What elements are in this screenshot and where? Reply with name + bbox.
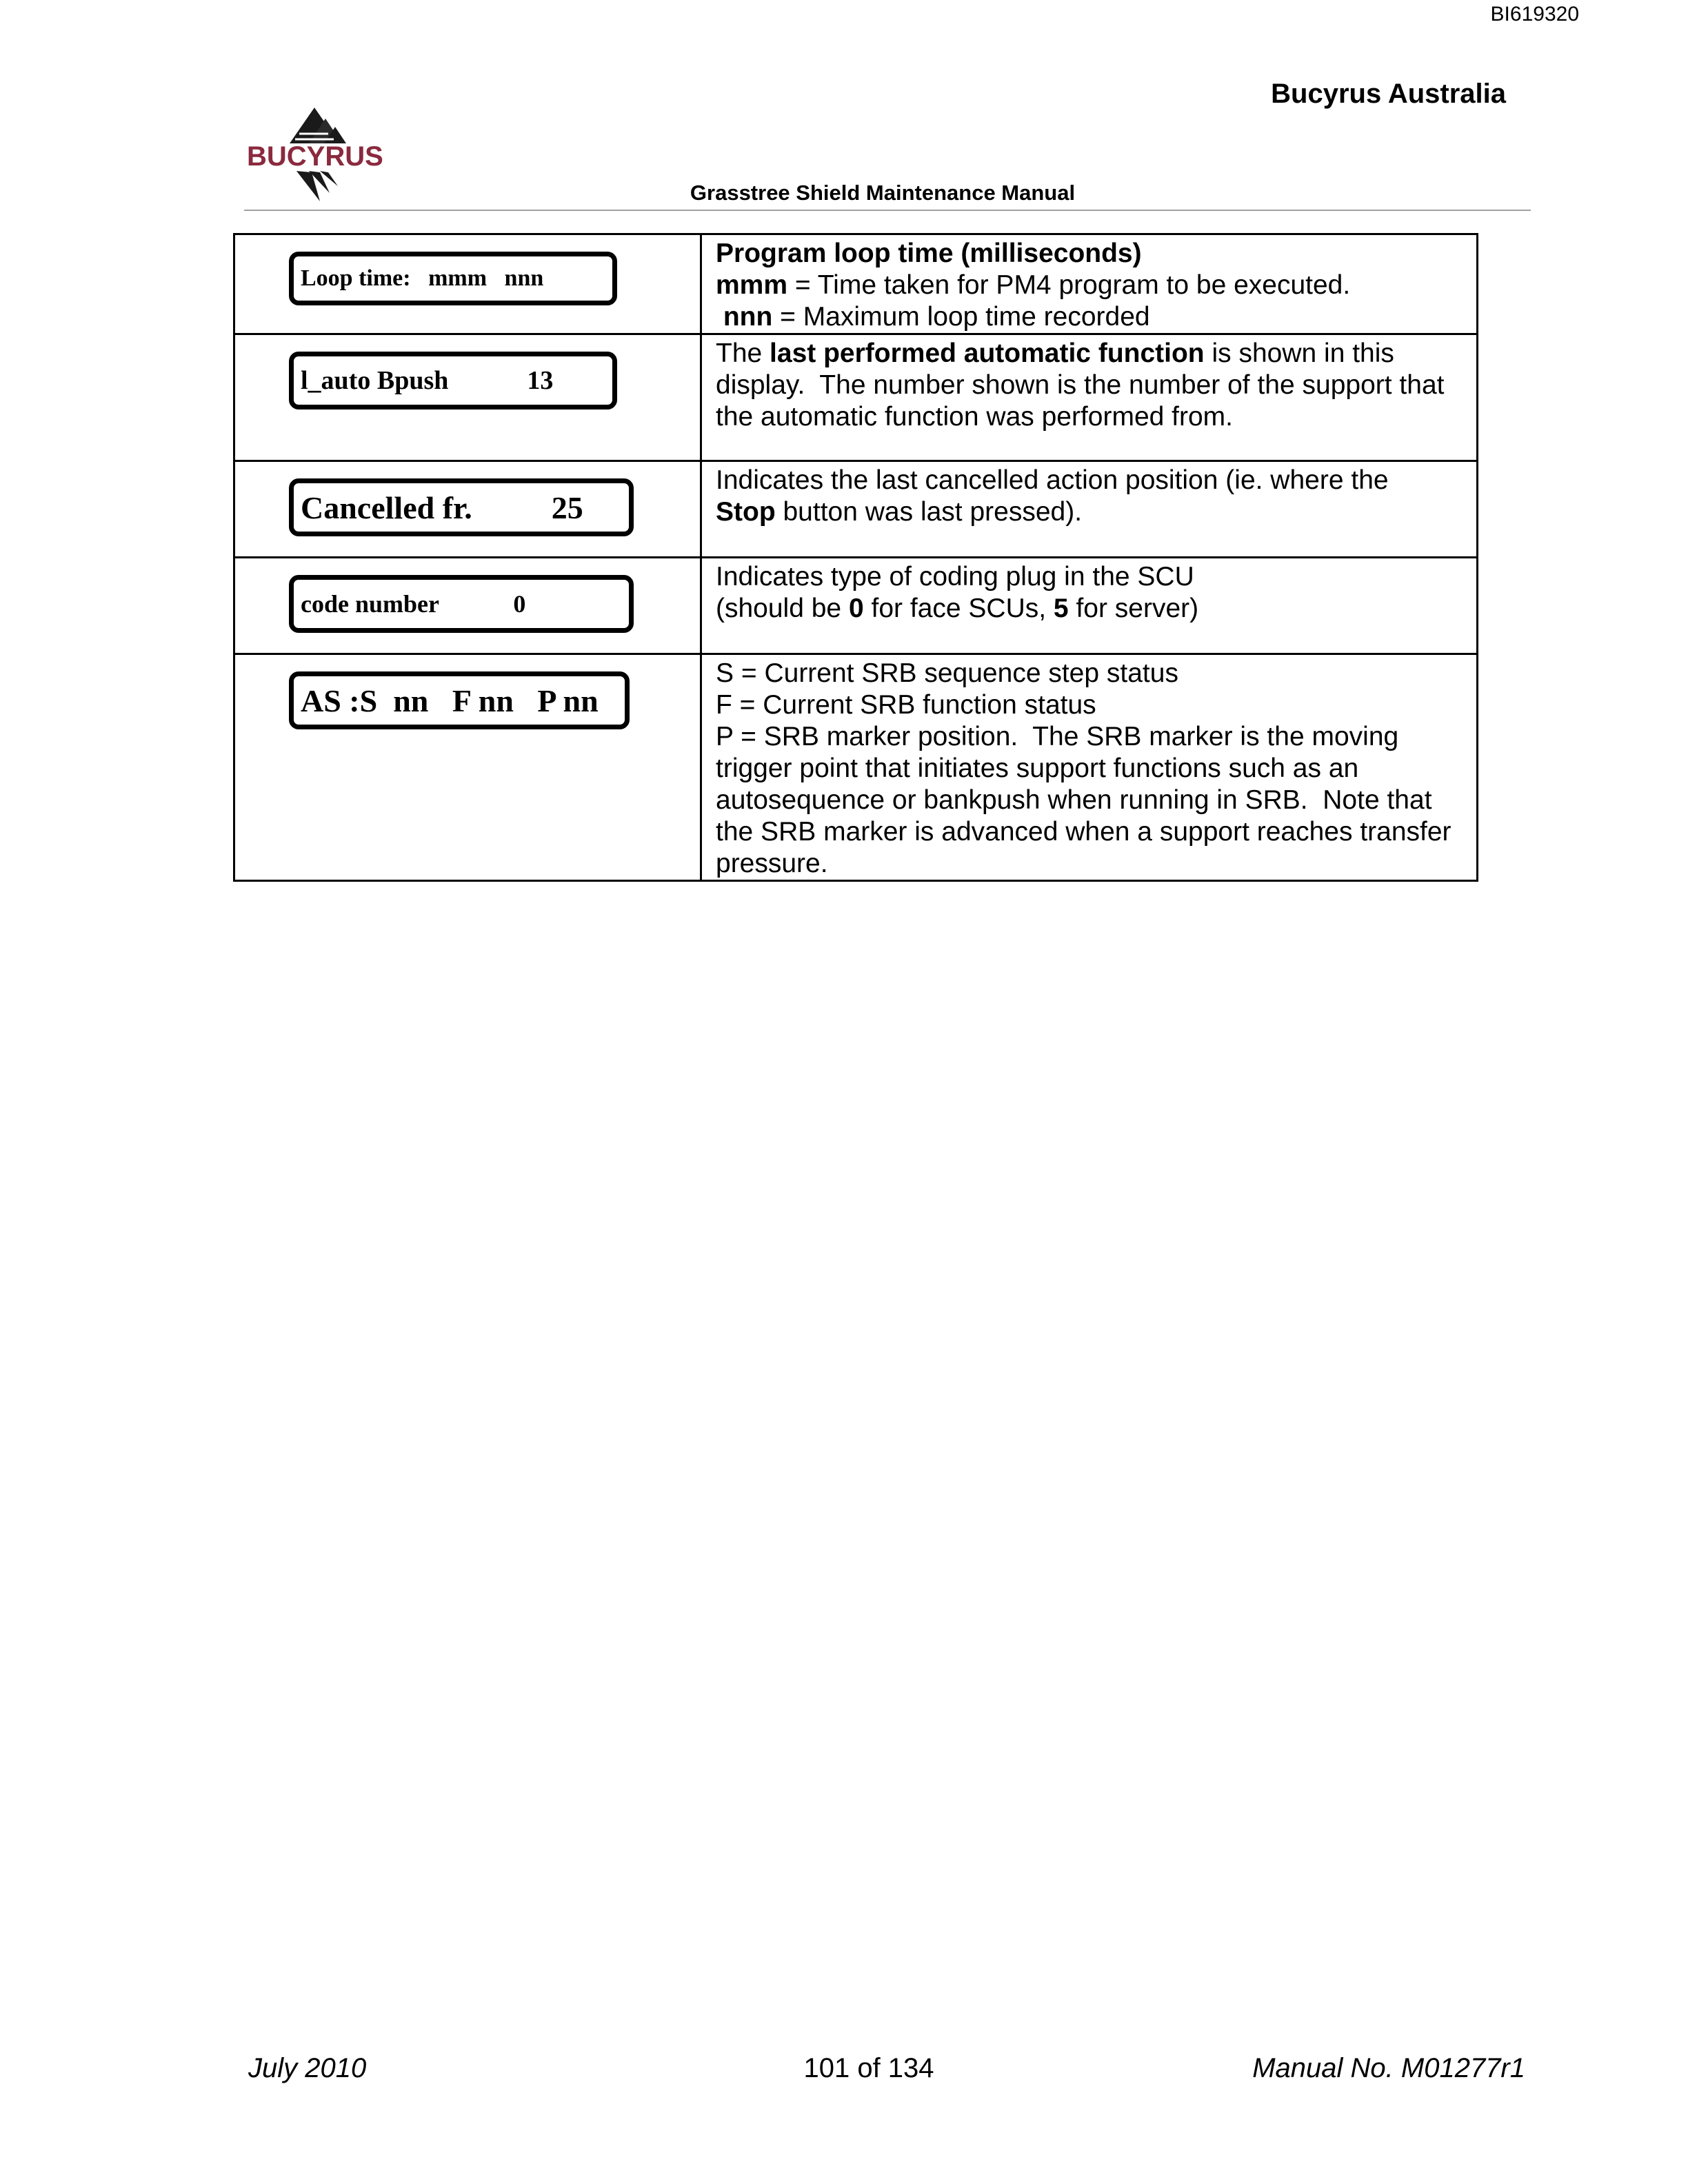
table-row — [234, 461, 1478, 558]
description-line — [716, 338, 1463, 370]
text-segment: the SRB marker is advanced when a support reaches transfer — [716, 817, 1451, 847]
display-cell — [234, 654, 701, 881]
logo-text: BUCYRUS — [247, 141, 383, 172]
description-line — [716, 301, 1463, 333]
description-cell — [701, 558, 1478, 654]
table-row — [234, 654, 1478, 881]
description-line — [716, 593, 1463, 625]
table-row — [234, 334, 1478, 461]
footer-date: July 2010 — [248, 2053, 367, 2083]
display-cell — [234, 334, 701, 461]
description-line — [716, 816, 1463, 848]
text-segment: the automatic function was performed from. — [716, 402, 1234, 432]
display-cell — [234, 234, 701, 334]
footer-manual-number: Manual No. M01277r1 — [1252, 2053, 1525, 2083]
table-row — [234, 234, 1478, 334]
description-cell — [701, 461, 1478, 558]
bold-text: last performed automatic function — [770, 338, 1205, 368]
display-cell — [234, 461, 701, 558]
bold-text: 0 — [848, 594, 864, 623]
manual-title: Grasstree Shield Maintenance Manual — [690, 181, 1076, 205]
bold-text: Program loop time (milliseconds) — [716, 239, 1142, 268]
lcd-display-readout: Loop time: mmm nnn — [289, 252, 617, 305]
text-segment: display. The number shown is the number of the support that — [716, 370, 1445, 400]
text-segment: pressure. — [716, 849, 828, 878]
bold-text: nnn — [716, 302, 773, 332]
bucyrus-logo — [243, 103, 401, 207]
document-id: BI619320 — [1490, 3, 1579, 26]
text-segment: (should be — [716, 594, 849, 623]
description-line — [716, 401, 1463, 433]
description-line — [716, 270, 1463, 301]
description-line — [716, 465, 1463, 496]
text-segment: Indicates type of coding plug in the SCU — [716, 562, 1194, 592]
description-cell — [701, 334, 1478, 461]
text-segment: F = Current SRB function status — [716, 690, 1096, 720]
header-divider — [244, 210, 1531, 211]
description-line — [716, 785, 1463, 816]
text-segment: P = SRB marker position. The SRB marker is the moving — [716, 722, 1399, 751]
text-segment: for server) — [1068, 594, 1199, 623]
display-info-table — [233, 233, 1478, 882]
display-cell — [234, 558, 701, 654]
description-line — [716, 561, 1463, 593]
bold-text: Stop — [716, 497, 776, 527]
description-cell — [701, 654, 1478, 881]
description-line — [716, 689, 1463, 721]
description-line — [716, 370, 1463, 401]
bold-text: 5 — [1053, 594, 1069, 623]
description-line — [716, 753, 1463, 785]
description-line — [716, 848, 1463, 880]
bold-text: mmm — [716, 270, 788, 300]
text-segment: = Time taken for PM4 program to be executed. — [787, 270, 1351, 300]
text-segment: trigger point that initiates support functions such as an — [716, 754, 1359, 783]
text-segment: autosequence or bankpush when running in SRB. Note that — [716, 785, 1432, 815]
text-segment: for face SCUs, — [863, 594, 1054, 623]
text-segment: is shown in this — [1204, 338, 1394, 368]
table-row — [234, 558, 1478, 654]
text-segment: Indicates the last cancelled action position (ie. where the — [716, 465, 1389, 495]
lcd-display-readout: l_auto Bpush 13 — [289, 352, 617, 410]
lcd-display-readout: AS :S nn F nn P nn — [289, 671, 630, 729]
company-name: Bucyrus Australia — [1271, 79, 1506, 109]
lcd-display-readout: code number 0 — [289, 575, 634, 633]
description-cell — [701, 234, 1478, 334]
description-line — [716, 238, 1463, 270]
text-segment: The — [716, 338, 770, 368]
footer-page-number: 101 of 134 — [803, 2053, 934, 2083]
lcd-display-readout: Cancelled fr. 25 — [289, 478, 634, 536]
text-segment: button was last pressed). — [775, 497, 1083, 527]
text-segment: = Maximum loop time recorded — [772, 302, 1150, 332]
description-line — [716, 721, 1463, 753]
text-segment: S = Current SRB sequence step status — [716, 658, 1178, 688]
logo-icon — [243, 103, 401, 207]
description-line — [716, 496, 1463, 528]
description-line — [716, 658, 1463, 689]
